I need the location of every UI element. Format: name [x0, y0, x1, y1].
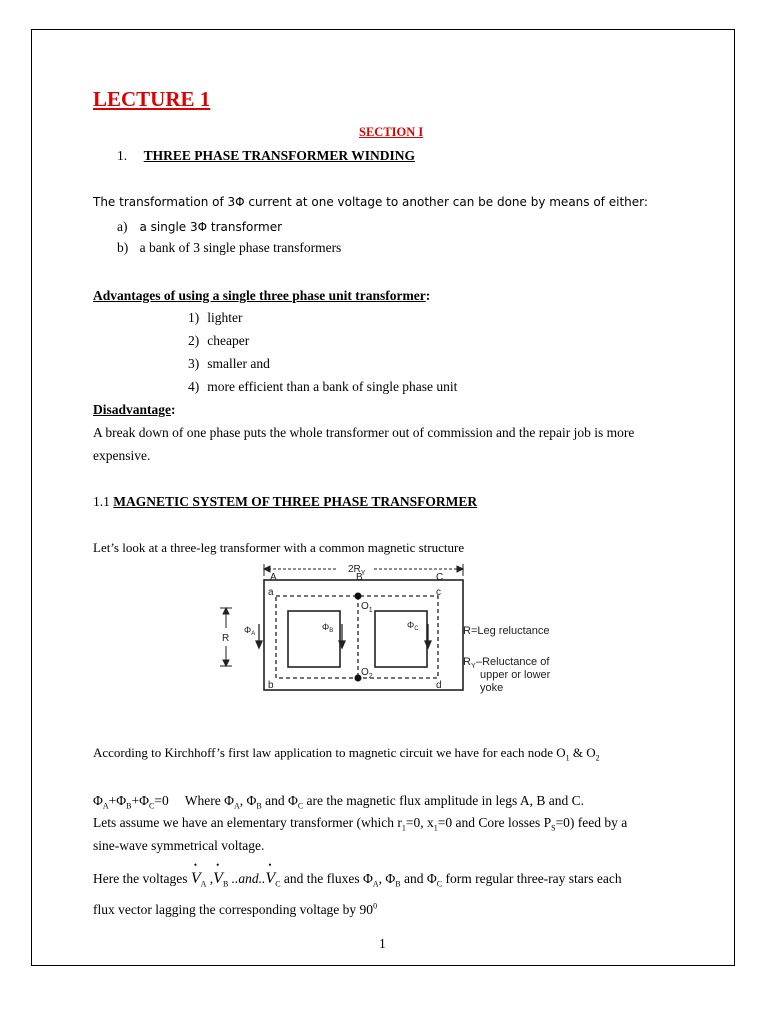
kirchhoff-paragraph — [93, 745, 600, 761]
kirchhoff-o2-sub: 2 — [595, 753, 600, 763]
item-1-heading — [117, 148, 415, 164]
option-a-marker: a) — [117, 219, 128, 234]
kirchhoff-amp: & — [569, 745, 587, 760]
kirchhoff-o2: O — [586, 745, 596, 760]
advantages-heading — [93, 288, 430, 304]
flux-equation-line: $\Phi_A+\Phi_B+\Phi_C=0$ Where $\Phi_A$, $\Phi_B$ and $\Phi_C$ are the magnetic flux amplitude in legs A, B and C. — [93, 793, 584, 811]
disadvantage-heading — [93, 402, 176, 418]
leg-c-label: C — [436, 572, 444, 583]
subsection-number: 1.1 — [93, 494, 114, 509]
advantage-2-number: 2) — [188, 333, 200, 348]
disadvantage-line-2: expensive. — [93, 448, 151, 463]
node-d-label: d — [436, 680, 442, 691]
option-b-marker: b) — [117, 240, 129, 255]
advantage-item-4 — [188, 379, 457, 395]
phi-a-label: $\Phi_A$ — [244, 625, 256, 637]
node-b-label: b — [268, 680, 274, 691]
advantage-item-2 — [188, 333, 249, 349]
advantage-item-3 — [188, 356, 270, 372]
option-b-text: a bank of 3 single phase transformers — [139, 240, 342, 255]
disadvantage-line-1: A break down of one phase puts the whole transformer out of commission and the repair job is more — [93, 425, 635, 440]
advantage-1-text: lighter — [207, 310, 243, 325]
option-a-text: a single 3Φ transformer — [139, 220, 283, 234]
disadvantage-title: Disadvantage — [93, 402, 172, 417]
disadvantage-colon: : — [171, 402, 176, 417]
voltage-vc: • V — [265, 870, 275, 888]
option-a — [117, 218, 282, 236]
advantage-4-text: more efficient than a bank of single phase unit — [207, 379, 458, 394]
option-b — [117, 240, 341, 256]
advantages-colon: : — [425, 288, 431, 303]
phi-c-label: $\Phi_C$ — [407, 620, 419, 632]
kirchhoff-o1: O — [556, 745, 566, 760]
node-o1-label: $O_1$ — [361, 601, 373, 614]
voltages-line-2: flux vector lagging the corresponding voltage by $90^0$ — [93, 901, 378, 917]
page-number: 1 — [379, 936, 386, 951]
advantages-title: Advantages of using a single three phase unit transformer — [93, 288, 426, 303]
three-leg-core-diagram — [210, 558, 565, 710]
lecture-title: LECTURE 1 — [93, 87, 211, 111]
intro-paragraph: The transformation of 3Φ current at one voltage to another can be done by means of either: — [93, 195, 648, 209]
advantage-item-1 — [188, 310, 243, 326]
phi-b-label: $\Phi_B$ — [322, 622, 334, 634]
assume-line-1: Lets assume we have an elementary transformer (which $r_1=0$, $x_1=0$ and Core losses $P_S=0$) feed by a — [93, 815, 628, 833]
r-height-label: R — [222, 633, 230, 644]
kirchhoff-text: According to Kirchhoff’s first law application to magnetic circuit we have for each node — [93, 745, 557, 760]
voltage-vb: • V — [213, 870, 223, 888]
advantage-3-number: 3) — [188, 356, 200, 371]
advantage-1-number: 1) — [188, 310, 200, 325]
assume-line-2: sine-wave symmetrical voltage. — [93, 838, 265, 853]
advantage-4-number: 4) — [188, 379, 200, 394]
node-c-label: c — [436, 587, 441, 598]
flux-path-outer — [276, 596, 438, 678]
item-1-number: 1. — [117, 148, 128, 163]
leg-a-label: A — [270, 572, 277, 583]
lets-look-paragraph: Let’s look at a three-leg transformer with a common magnetic structure — [93, 540, 465, 555]
yoke-reluctance-symbol: $R_Y$ — [463, 656, 476, 670]
kirchhoff-o1-sub: 1 — [565, 753, 570, 763]
subsection-heading — [93, 494, 477, 510]
yoke-reluctance-line-2: upper or lower — [480, 669, 551, 681]
advantage-3-text: smaller and — [207, 356, 270, 371]
yoke-reluctance-line-3: yoke — [480, 682, 504, 694]
dim-2ry-label: $2R_Y$ — [348, 564, 366, 577]
advantage-2-text: cheaper — [207, 333, 250, 348]
leg-b-label: B — [356, 572, 363, 583]
node-a-label: a — [268, 587, 274, 598]
voltages-line-1: Here the voltages • $V_A$ ,• $V_B$ ..and..• $V_C$ and the fluxes $\Phi_A$, $\Phi_B$ and $\Phi_C$ form regular three-ray stars each — [93, 870, 622, 888]
node-o1-dot — [355, 593, 362, 600]
section-title: SECTION I — [359, 125, 424, 139]
core-window-left — [288, 611, 340, 667]
node-o2-label: $O_2$ — [361, 667, 373, 680]
yoke-reluctance-line-1: –Reluctance of — [476, 656, 550, 668]
core-window-right — [375, 611, 427, 667]
item-1-title: THREE PHASE TRANSFORMER WINDING — [143, 148, 416, 163]
leg-reluctance-label: R=Leg reluctance — [463, 625, 550, 637]
voltage-va: • V — [191, 870, 201, 888]
subsection-title: MAGNETIC SYSTEM OF THREE PHASE TRANSFORMER — [113, 494, 478, 509]
